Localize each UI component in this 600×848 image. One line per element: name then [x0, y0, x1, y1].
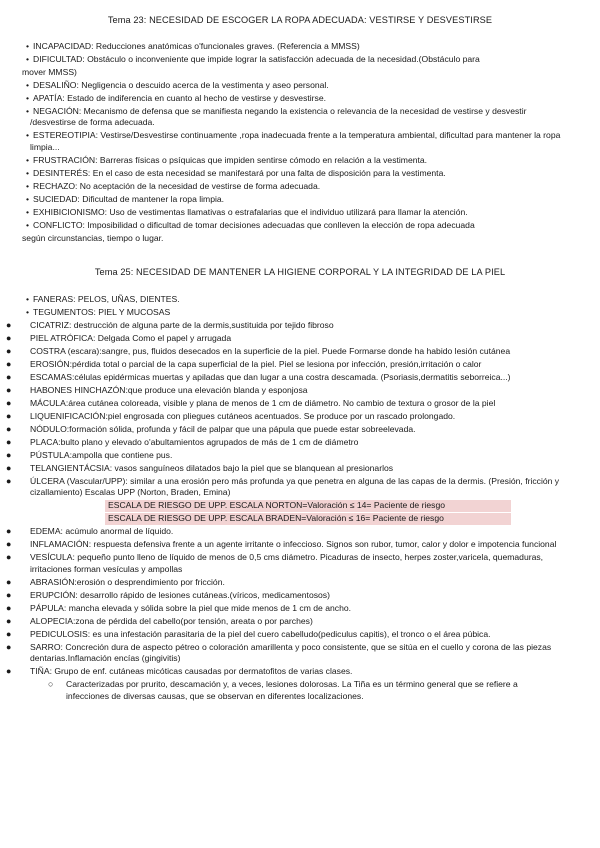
bullet-list-item: [0, 411, 600, 422]
bullet-icon: ●: [6, 552, 12, 563]
bullet-list-item: [0, 333, 600, 344]
dash-list-item: [0, 207, 600, 218]
bullet-icon: ●: [6, 398, 12, 408]
dash-marker: •: [26, 180, 30, 191]
bullet-list-item: [0, 320, 600, 331]
bullet-list-item: [0, 463, 600, 474]
bullet-list-item: [0, 539, 600, 550]
bullet-list-item: [0, 437, 600, 448]
item-text: ABRASIÓN:erosión o desprendimiento por fricción.: [30, 576, 225, 587]
bullet-icon: ●: [6, 424, 12, 434]
dash-marker: •: [26, 219, 30, 230]
item-text: PÚSTULA:ampolla que contiene pus.: [30, 450, 173, 460]
item-text: APATÍA: Estado de indiferencia en cuanto al hecho de vestirse y desvestirse.: [33, 93, 326, 103]
bullet-icon: ●: [6, 628, 12, 639]
item-text: DESINTERÉS: En el caso de esta necesidad se manifestará por una falta de disposición para la vestimenta.: [33, 167, 446, 178]
dash-marker: •: [26, 54, 30, 64]
item-text: HABONES HINCHAZÓN:que produce una elevación blanda y esponjosa: [30, 385, 308, 395]
dash-marker: •: [26, 294, 30, 304]
bullet-list-item: [0, 476, 600, 499]
dash-marker: •: [26, 167, 30, 178]
dash-list-item: [0, 294, 600, 305]
item-text: ALOPECIA:zona de pérdida del cabello(por tensión, areata o por parches): [30, 615, 313, 626]
bullet-list-item: [0, 450, 600, 461]
item-text: ERUPCIÓN: desarrollo rápido de lesiones cutáneas.(víricos, medicamentosos): [30, 589, 330, 600]
item-text: SARRO: Concreción dura de aspecto pétreo o coloración amarillenta y poco consistente, que se sitúa en el cuello y corona de las piezas dentarias.Inflamación encías (gingivitis): [30, 641, 552, 664]
bullet-list-item: [0, 424, 600, 435]
highlighted-scale-line: [105, 500, 511, 511]
bullet-icon: ●: [6, 526, 12, 537]
bullet-list-item: [0, 642, 600, 665]
item-text: DESALIÑO: Negligencia o descuido acerca de la vestimenta y aseo personal.: [33, 80, 329, 90]
bullet-icon: ●: [6, 385, 12, 395]
dash-list-item: [0, 155, 600, 166]
bullet-list-item: [0, 629, 600, 640]
bullet-list-item: [0, 552, 600, 575]
dash-list-item: [0, 54, 600, 65]
bullet-icon: ●: [6, 666, 12, 677]
bullet-icon: ●: [6, 372, 12, 382]
item-text: EXHIBICIONISMO: Uso de vestimentas llamativas o estrafalarias que el individuo utilizará para llamar la atención.: [33, 206, 468, 217]
item-text: NEGACIÓN: Mecanismo de defensa que se manifiesta negando la existencia o relevancia de la necesidad de vestirse y desvestir /desvestirse de forma adecuada.: [30, 106, 527, 128]
bullet-icon: ●: [6, 333, 12, 343]
bullet-icon: ●: [6, 539, 12, 550]
bullet-list-item: [0, 359, 600, 370]
item-text: ESCALA DE RIESGO DE UPP. ESCALA BRADEN=Valoración ≤ 16= Paciente de riesgo: [108, 513, 444, 524]
bullet-list-item: [0, 398, 600, 409]
item-text: COSTRA (escara):sangre, pus, fluidos desecados en la superficie de la piel. Puede Formarse donde ha habido lesión cutánea: [30, 346, 511, 356]
item-text: FRUSTRACIÓN: Barreras físicas o psíquicas que impiden sentirse cómodo en relación a la vestimenta.: [33, 154, 428, 165]
dash-marker: •: [26, 130, 30, 141]
item-text: mover MMSS): [22, 67, 77, 77]
dash-marker: •: [26, 206, 30, 217]
higiene-definitions-list: [0, 294, 600, 704]
item-text: ESCALA DE RIESGO DE UPP. ESCALA NORTON=Valoración ≤ 14= Paciente de riesgo: [108, 500, 446, 511]
item-text: FANERAS: PELOS, UÑAS, DIENTES.: [33, 294, 180, 304]
highlighted-scale-line: [105, 513, 511, 524]
item-text: CICATRIZ: destrucción de alguna parte de la dermis,sustituida por tejido fibroso: [30, 320, 334, 330]
dash-list-item: [0, 194, 600, 205]
bullet-list-item: [0, 577, 600, 588]
dash-marker: •: [26, 80, 30, 90]
bullet-list-item: [0, 372, 600, 383]
item-text: según circunstancias, tiempo o lugar.: [22, 232, 164, 243]
vestirse-definitions-list: [0, 41, 600, 246]
bullet-list-item: [0, 526, 600, 537]
dash-list-item: [0, 168, 600, 179]
dash-marker: •: [26, 154, 30, 165]
item-text: VESÍCULA: pequeño punto lleno de líquido de menos de 0,5 cms diámetro. Picaduras de insecto, herpes zoster,varicela, quemaduras, irritaciones forman vesículas y ampollas: [30, 552, 544, 574]
item-text: INCAPACIDAD: Reducciones anatómicas o'funcionales graves. (Referencia a MMSS): [33, 41, 360, 51]
dash-list-item: [0, 307, 600, 318]
bullet-list-item: [0, 590, 600, 601]
item-text: PIEL ATRÓFICA: Delgada Como el papel y arrugada: [30, 333, 232, 343]
dash-marker: •: [26, 93, 30, 103]
bullet-list-item: [0, 603, 600, 614]
circle-bullet-icon: ○: [48, 679, 54, 690]
bullet-icon: ●: [6, 437, 12, 447]
dash-list-item: [0, 130, 600, 153]
bullet-icon: ●: [6, 359, 12, 369]
bullet-icon: ●: [6, 615, 12, 626]
bullet-icon: ●: [6, 346, 12, 356]
item-text: LIQUENIFICACIÓN:piel engrosada con pliegues cutáneos acentuados. Se produce por un rascado prolongado.: [30, 411, 456, 421]
item-text: NÓDULO:formación sólida, profunda y fácil de palpar que una pápula que puede estar sobreelevada.: [30, 424, 416, 434]
bullet-icon: ●: [6, 641, 12, 652]
item-text: EROSIÓN:pérdida total o parcial de la capa superficial de la piel. Piel se lesiona por infección, presión,irritación o calor: [30, 359, 482, 369]
dash-marker: •: [26, 41, 30, 51]
continuation-line: [0, 233, 600, 244]
bullet-icon: ●: [6, 411, 12, 421]
section-title-tema-23: Tema 23: NECESIDAD DE ESCOGER LA ROPA ADECUADA: VESTIRSE Y DESVESTIRSE: [107, 15, 493, 25]
bullet-icon: ●: [6, 576, 12, 587]
section-title-tema-25: Tema 25: NECESIDAD DE MANTENER LA HIGIENE CORPORAL Y LA INTEGRIDAD DE LA PIEL: [94, 267, 506, 277]
item-text: PLACA:bulto plano y elevado o'abultamientos agrupados de más de 1 cm de diámetro: [30, 437, 359, 447]
bullet-list-item: [0, 666, 600, 677]
bullet-list-item: [0, 616, 600, 627]
dash-list-item: [0, 80, 600, 91]
bullet-icon: ●: [6, 450, 12, 460]
sub-list-item: [0, 679, 600, 702]
item-text: PÁPULA: mancha elevada y sólida sobre la piel que mide menos de 1 cm de ancho.: [30, 602, 352, 613]
item-text: ESCAMAS:células epidérmicas muertas y apiladas que dan lugar a una costra descamada. (Psoriasis,dermatitis seborreica...): [30, 372, 511, 382]
dash-list-item: [0, 181, 600, 192]
item-text: SUCIEDAD: Dificultad de mantener la ropa limpia.: [33, 193, 225, 204]
item-text: DIFICULTAD: Obstáculo o inconveniente que impide lograr la satisfacción adecuada de la necesidad.(Obstáculo para: [33, 54, 480, 64]
item-text: CONFLICTO: Imposibilidad o dificultad de tomar decisiones adecuadas que conlleven la elección de ropa adecuada: [33, 219, 475, 230]
item-text: INFLAMACIÓN: respuesta defensiva frente a un agente irritante o infeccioso. Signos son rubor, tumor, calor y dolor e impotencia funcional: [30, 539, 557, 550]
dash-marker: •: [26, 307, 30, 317]
item-text: ESTEREOTIPIA: Vestirse/Desvestirse continuamente ,ropa inadecuada frente a la temperatura ambiental, dificultad para mantener la ropa limpia...: [30, 130, 561, 152]
dash-list-item: [0, 41, 600, 52]
dash-list-item: [0, 220, 600, 231]
item-text: TEGUMENTOS: PIEL Y MUCOSAS: [33, 307, 171, 317]
bullet-icon: ●: [6, 476, 12, 486]
bullet-icon: ●: [6, 589, 12, 600]
dash-marker: •: [26, 193, 30, 204]
item-text: TELANGIENTÁCSIA: vasos sanguíneos dilatados bajo la piel que se blanquean al presionarlos: [30, 463, 394, 473]
dash-list-item: [0, 106, 600, 129]
item-text: TIÑA: Grupo de enf. cutáneas micóticas causadas por dermatofitos de varias clases.: [30, 666, 353, 677]
bullet-icon: ●: [6, 602, 12, 613]
item-text: PEDICULOSIS: es una infestación parasitaria de la piel del cuero cabelludo(pediculus capitis), el tronco o el área púbica.: [30, 628, 491, 639]
bullet-icon: ●: [6, 320, 12, 330]
dash-marker: •: [26, 106, 30, 116]
bullet-list-item: [0, 346, 600, 357]
bullet-icon: ●: [6, 463, 12, 473]
item-text: MÁCULA:área cutánea coloreada, visible y plana de menos de 1 cm de diámetro. No cambio de textura o grosor de la piel: [30, 398, 496, 408]
dash-list-item: [0, 93, 600, 104]
continuation-line: [0, 67, 600, 78]
item-text: Caracterizadas por prurito, descamación y, a veces, lesiones dolorosas. La Tiña es un término general que se refiere a infecciones de diversas causas, que se observan en diferentes localizaciones.: [66, 679, 518, 701]
item-text: ÚLCERA (Vascular/UPP): similar a una erosión pero más profunda ya que penetra en alguna de las capas de la dermis. (Presión, fricción y cizallamiento) Escalas UPP (Norton, Braden, Emina): [30, 476, 560, 498]
item-text: EDEMA: acúmulo anormal de líquido.: [30, 526, 174, 537]
bullet-list-item: [0, 385, 600, 396]
item-text: RECHAZO: No aceptación de la necesidad de vestirse de forma adecuada.: [33, 180, 321, 191]
